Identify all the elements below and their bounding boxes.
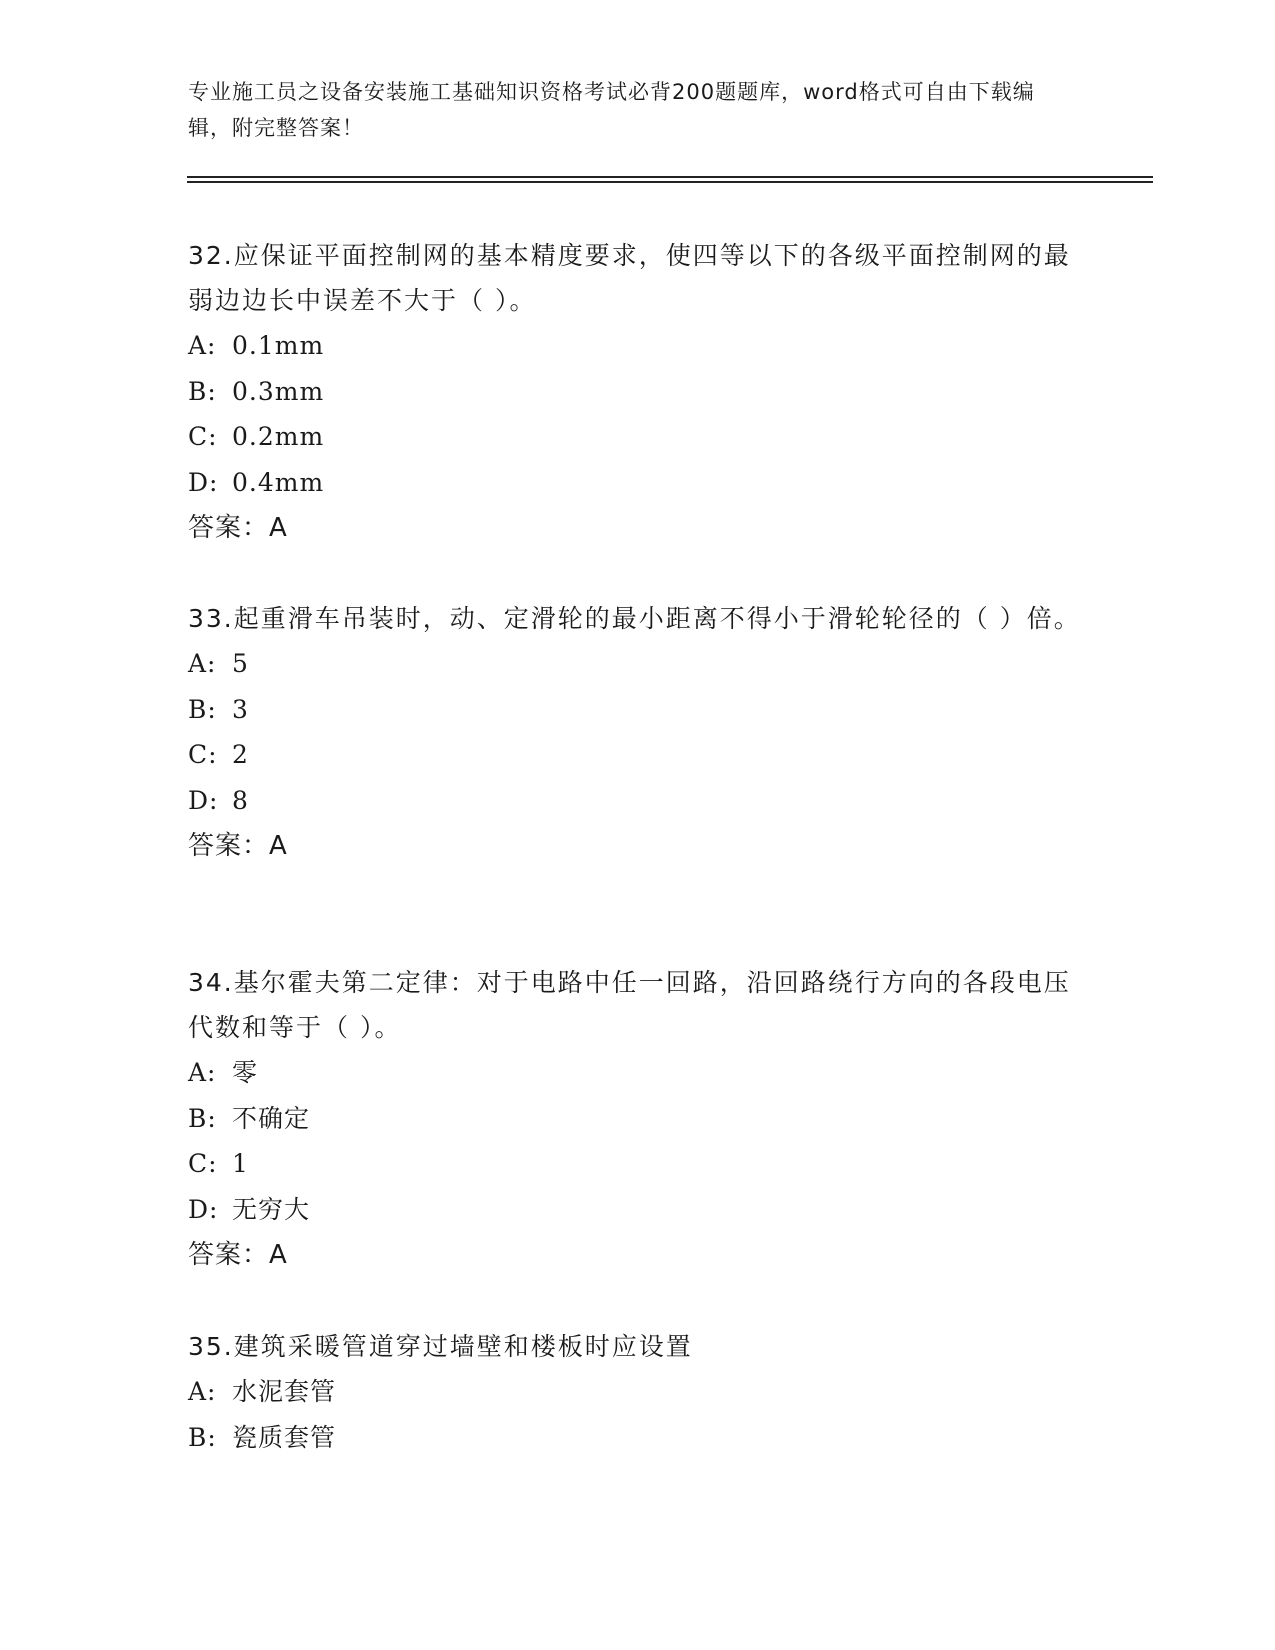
option-text: 3 [232,694,249,724]
answer-text: 答案：A [188,1240,288,1270]
option-text: 2 [232,740,249,769]
option-a [188,1369,1088,1415]
option-c [188,732,1088,778]
option-d [188,460,1088,506]
option-d [188,1187,1088,1233]
option-letter: A: [188,1058,217,1087]
option-text: 水泥套管 [232,1377,337,1406]
option-text: 瓷质套管 [232,1422,337,1452]
option-text: 0.3mm [232,376,325,406]
option-text: 无穷大 [232,1194,311,1224]
header-divider-top [187,176,1153,178]
option-b [188,687,1088,733]
option-b [188,1415,1088,1461]
option-text: 0.4mm [232,467,325,497]
option-letter: D: [188,467,219,497]
option-letter: B: [188,1103,217,1133]
option-d [188,778,1088,824]
option-b [188,369,1088,415]
question-stem: 35.建筑采暖管道穿过墙壁和楼板时应设置 [188,1332,693,1361]
question-stem: 32.应保证平面控制网的基本精度要求，使四等以下的各级平面控制网的最弱边边长中误差不大于（ ）。 [188,241,1071,315]
question-33 [188,596,1088,869]
option-letter: A: [188,649,217,678]
option-text: 零 [232,1058,259,1087]
answer-text: 答案：A [188,831,288,861]
question-stem: 34.基尔霍夫第二定律：对于电路中任一回路，沿回路绕行方向的各段电压代数和等于（ ）。 [188,968,1071,1042]
option-letter: C: [188,740,218,769]
option-b [188,1096,1088,1142]
option-text: 5 [232,649,249,678]
option-letter: B: [188,376,217,406]
option-text: 0.1mm [232,331,325,360]
option-letter: B: [188,1422,217,1452]
option-letter: C: [188,422,218,451]
document-header: 专业施工员之设备安装施工基础知识资格考试必背200题题库，word格式可自由下载编辑，附完整答案！ [188,80,1035,140]
answer-text: 答案：A [188,513,288,543]
option-text: 8 [232,785,249,815]
option-a [188,323,1088,369]
question-35 [188,1324,1088,1460]
option-letter: C: [188,1149,218,1178]
option-letter: A: [188,331,217,360]
option-c [188,414,1088,460]
option-text: 1 [232,1149,249,1178]
option-letter: D: [188,785,219,815]
option-letter: D: [188,1194,219,1224]
question-32 [188,233,1088,551]
option-a [188,641,1088,687]
option-letter: B: [188,694,217,724]
question-stem: 33.起重滑车吊装时，动、定滑轮的最小距离不得小于滑轮轮径的（ ）倍。 [188,604,1081,633]
option-text: 不确定 [232,1103,311,1133]
question-34 [188,960,1088,1278]
option-letter: A: [188,1377,217,1406]
option-a [188,1050,1088,1096]
option-c [188,1141,1088,1187]
option-text: 0.2mm [232,422,325,451]
header-divider-bottom [187,181,1153,183]
